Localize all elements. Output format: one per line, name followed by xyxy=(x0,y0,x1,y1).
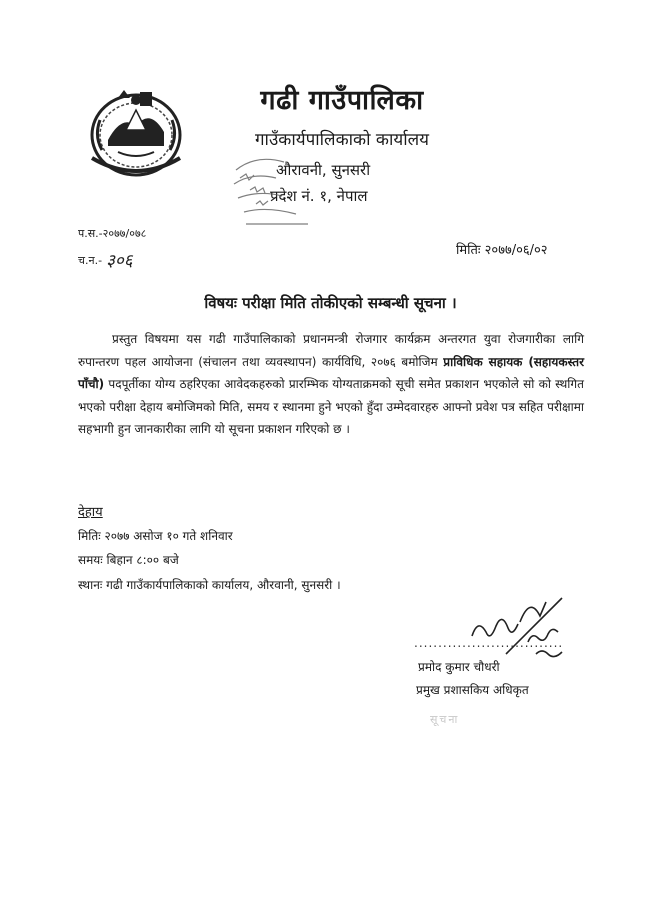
letter-date: मितिः २०७७/०६/०२ xyxy=(456,243,548,258)
body-part-2: पदपूर्तीका योग्य ठहरिएका आवेदकहरुको प्रारम्भिक योग्यताक्रमको सूची समेत प्रकाशन भएकोले सो को स्थगित भएको परीक्षा देहाय बमोजिमको मिति, समय र स्थानमा हुने भएको हुँदा उम्मेदवारहरु आफ्नो प्रवेश पत्र सहित परीक्षामा सहभागी हुन जानकारीका लागि यो सूचना प्रकाशन गरिएको छ । xyxy=(78,377,584,436)
office-name: गढी गाउँपालिका xyxy=(260,85,424,116)
nepal-emblem-icon xyxy=(78,80,194,184)
dispatch-number: ३०६ xyxy=(106,251,133,271)
signature-line: ............................... xyxy=(414,636,564,650)
schedule-date: मितिः २०७७ असोज १० गते शनिवार xyxy=(78,529,233,543)
notice-body xyxy=(78,328,584,441)
faint-text: सूचना xyxy=(430,713,460,726)
signature-scribble-icon xyxy=(466,592,576,662)
schedule-title: देहाय xyxy=(78,505,103,520)
body-position-highlight: प्राविधिक सहायक (सहायकस्तर पाँचौ) xyxy=(78,354,584,391)
fiscal-year: प.स.-२०७७/०७८ xyxy=(78,227,147,240)
schedule-place: स्थानः गढी गाउँकार्यपालिकाको कार्यालय, औरवानी, सुनसरी । xyxy=(78,578,341,592)
body-part-1: प्रस्तुत विषयमा यस गढी गाउँपालिकाको प्रधानमन्त्री रोजगार कार्यक्रम अन्तरगत युवा रोजगारीका लागि रुपान्तरण पहल आयोजना (संचालन तथा व्यवस्थापन) कार्यविधि, २०७६ बमोजिम xyxy=(78,332,584,369)
dispatch-line xyxy=(78,248,133,271)
office-subtitle: गाउँकार्यपालिकाको कार्यालय xyxy=(254,130,430,150)
schedule-time: समयः बिहान ८:०० बजे xyxy=(78,553,179,567)
office-address: औरावनी, सुनसरी xyxy=(276,161,371,179)
signatory-title: प्रमुख प्रशासकिय अधिकृत xyxy=(416,683,529,697)
notice-subject: विषयः परीक्षा मिति तोकीएको सम्बन्धी सूचना । xyxy=(204,294,457,312)
office-province: प्रदेश नं. १, नेपाल xyxy=(270,187,368,205)
dispatch-label: च.न.- xyxy=(78,254,103,267)
signatory-name: प्रमोद कुमार चौधरी xyxy=(418,660,500,674)
office-stamp-icon xyxy=(226,150,322,230)
